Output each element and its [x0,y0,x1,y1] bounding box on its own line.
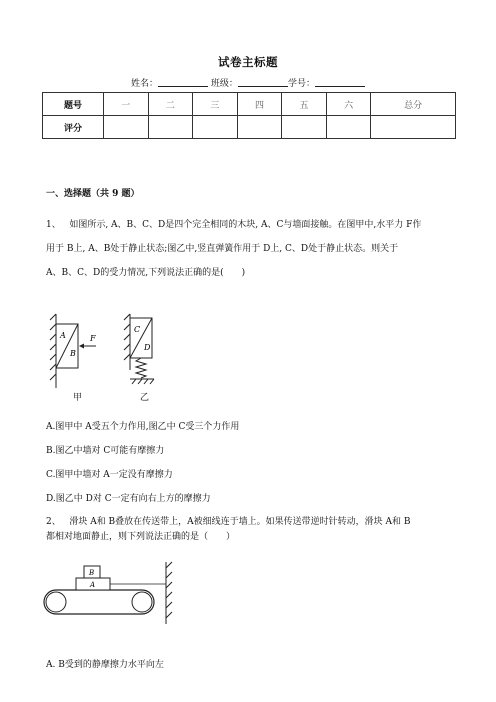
id-blank[interactable] [315,77,365,87]
question-1-line-2: 用于 B上, A、B处于静止状态;图乙中,竖直弹簧作用于 D上, C、D处于静止状态。则关于 [46,244,399,254]
wall-left-fig-jia [50,314,56,388]
class-label: 班级： [210,79,238,89]
figure-label-yi: 乙 [140,393,150,403]
score-cell: 四 [237,93,282,116]
roller-left [46,592,66,612]
name-label: 姓名： [131,79,159,89]
question-1-line-1 [46,213,462,237]
score-table-header-row [43,93,456,116]
ground-hatch [130,379,154,384]
q1-figure [46,310,246,400]
label-block-d: D [144,343,151,352]
label-b-q2: B [89,569,95,577]
score-input-cell[interactable] [371,116,456,139]
question-2-line-1 [46,515,462,530]
score-cell: 三 [193,93,238,116]
question-1-line-3: A、B、C、D的受力情况,下列说法正确的是( ) [46,268,246,278]
q2-option-a[interactable]: A. B受到的静摩擦力水平向左 [46,660,164,670]
score-input-cell[interactable] [282,116,327,139]
spring-icon [136,358,146,378]
question-1-text [46,213,462,285]
score-table-score-row [43,116,456,139]
question-number: 2、 [46,517,61,527]
score-cell: 题号 [43,93,104,116]
label-block-a: A [60,331,66,340]
id-label: 学号： [287,79,315,89]
question-2-line-2: 都相对地面静止，则下列说法正确的是（ ） [46,532,236,542]
section-heading: 一、选择题（共 9 题） [46,189,140,199]
q1-option-d[interactable]: D.图乙中 D对 C一定有向右上方的摩擦力 [46,494,211,504]
label-block-c: C [134,325,141,334]
score-cell: 一 [104,93,149,116]
label-force-f: F [90,334,96,343]
score-input-cell[interactable] [104,116,149,139]
score-input-cell[interactable] [193,116,238,139]
score-input-cell[interactable] [237,116,282,139]
score-cell: 二 [148,93,193,116]
label-a-q2: A [90,581,96,589]
class-blank[interactable] [238,77,288,87]
diagonal-fig-yi [130,318,152,358]
name-blank[interactable] [158,77,208,87]
question-2-line-1-text: 滑块 A和 B叠放在传送带上，A被细线连于墙上。如果传送带逆时针转动，滑块 A和 B [69,517,411,527]
q1-option-b[interactable]: B.图乙中墙对 C可能有摩擦力 [46,446,165,456]
score-cell: 五 [282,93,327,116]
score-table [42,92,456,139]
score-input-cell[interactable] [326,116,371,139]
score-input-cell[interactable] [148,116,193,139]
score-cell: 六 [326,93,371,116]
student-info-line [0,76,496,89]
q1-option-c[interactable]: C.图甲中墙对 A一定没有摩擦力 [46,470,173,480]
exam-title: 试卷主标题 [218,55,278,69]
roller-right [132,592,152,612]
score-row-label: 评分 [43,116,104,139]
figure-label-jia: 甲 [73,393,83,403]
wall-right-q2 [166,562,172,624]
q1-option-a[interactable]: A.图甲中 A受五个力作用,图乙中 C受三个力作用 [46,422,240,432]
label-block-b: B [70,349,76,358]
wall-left-fig-yi [124,314,130,370]
question-2-text [46,515,462,545]
question-number: 1、 [46,220,61,230]
q2-figure [42,560,182,640]
force-arrowhead [79,344,84,349]
question-1-line-1-text: 如图所示, A、B、C、D是四个完全相同的木块, A、C与墙面接触。在图甲中,水平力 F作 [69,220,422,230]
score-cell: 总分 [371,93,456,116]
